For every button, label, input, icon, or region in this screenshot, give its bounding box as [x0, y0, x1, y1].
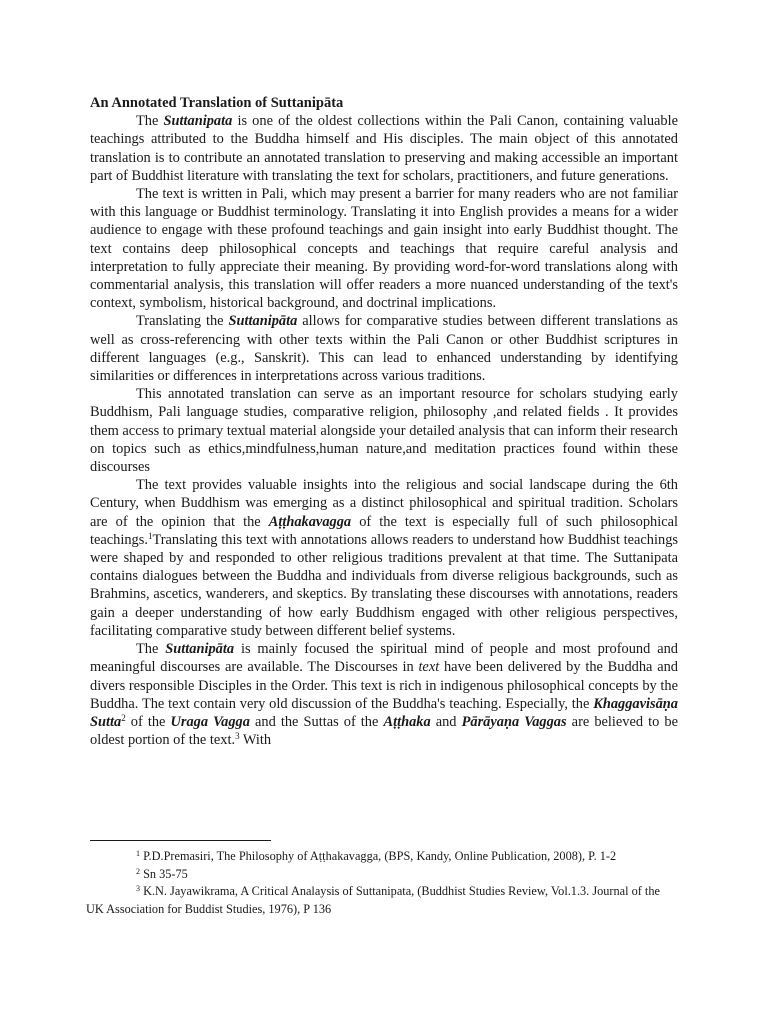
text-run: Translating this text with annotations allows readers to understand how Buddhist teachings were shaped by and responded to other religious traditions prevalent at that time. The Suttanipata contains dialogues between the Buddha and individuals from diverse religious backgrounds, such as Brahmins, ascetics, wanderers, and skeptics. By translating these discourses with annotations, readers gain a deeper understanding of how early Buddhism engaged with other religious perspectives, facilitating comparative study between different belief systems.: [90, 531, 678, 639]
footnote-text: P.D.Premasiri, The Philosophy of Aṭṭhakavagga, (BPS, Kandy, Online Publication, 2008), P. 1-2: [140, 849, 617, 863]
emphasized-term: Aṭṭhaka: [383, 713, 431, 730]
text-run: of the: [125, 713, 171, 730]
body-paragraph: [90, 476, 678, 640]
document-title: An Annotated Translation of Suttanipāta: [90, 95, 344, 111]
text-run: The: [136, 641, 166, 658]
text-run: This annotated translation can serve as an important resource for scholars studying early Buddhism, Pali language studies, comparative religion, philosophy ,and related fields . It provides them access to primary textual material alongside your detailed analysis that can inform their research on topics such as ethics,mindfulness,human nature,and meditation practices found within these discourses: [90, 386, 678, 476]
footnote-text: Sn 35-75: [140, 866, 188, 881]
italic-term: text: [418, 659, 440, 676]
footnote-number: 2: [136, 866, 140, 876]
footnote-marker: 2: [121, 712, 126, 723]
footnote-text: K.N. Jayawikrama, A Critical Analaysis of Suttanipata, (Buddhist Studies Review, Vol.1.3. Journal of the UK Association for Buddist Studies, 1976), P 136: [86, 884, 660, 916]
footnote-number: 3: [136, 884, 140, 893]
emphasized-term: Aṭṭhakavagga: [268, 513, 352, 530]
text-run: and the Suttas of the: [249, 713, 384, 730]
body-paragraph: [90, 185, 678, 312]
text-run: The text provides valuable insights into the religious and social landscape during the 6th Century, when Buddhism was emerging as a distinct philosophical and spiritual tradition. Scholars are of the opinion that the: [90, 477, 678, 530]
footnote: [86, 848, 680, 866]
text-run: is one of the oldest collections within the Pali Canon, containing valuable teachings attributed to the Buddha himself and His disciples. The main object of this annotated translation is to contribute an annotated translation to preserving and making accessible an important part of Buddhist literature with translating the text for scholars, practitioners, and future generations.: [90, 113, 678, 184]
body-paragraph: [90, 112, 678, 185]
emphasized-term: Uraga Vagga: [170, 713, 250, 730]
emphasized-term: Suttanipāta: [228, 313, 298, 330]
text-run: have been delivered by the Buddha and divers responsible Disciples in the Order. This text is rich in indigenous philosophical concepts by the Buddha. The text contain very old discussion of the Buddha's teaching. Especially, the: [90, 659, 678, 712]
text-run: and: [430, 713, 462, 730]
document-body: [90, 94, 678, 749]
footnote: [86, 883, 680, 918]
emphasized-term: Suttanipata: [163, 113, 233, 130]
footnote-marker: 3: [235, 731, 240, 742]
footnote-marker: 1: [147, 530, 153, 541]
footnote-number: 1: [136, 849, 140, 858]
text-run: are believed to be oldest portion of the text.: [90, 713, 678, 749]
body-paragraph: [90, 640, 678, 749]
text-run: of the text is especially full of such philosophical teachings.: [90, 513, 678, 548]
text-run: The: [136, 113, 164, 130]
body-paragraph: [90, 385, 678, 476]
text-run: Translating the: [136, 313, 229, 330]
emphasized-term: Suttanipāta: [165, 641, 235, 658]
footnote-list: [86, 848, 680, 918]
text-run: With: [239, 732, 272, 749]
text-run: The text is written in Pali, which may present a barrier for many readers who are not familiar with this language or Buddhist terminology. Translating it into English provides a means for a wider audience to engage with these profound teachings and gain insight into early Buddhist thought. The text contains deep philosophical concepts and teachings that require careful analysis and interpretation to fully appreciate their meaning. By providing word-for-word translations along with commentarial analysis, this translation will offer readers a more nuanced understanding of the text's context, symbolism, historical background, and doctrinal implications.: [90, 186, 678, 312]
footnote: [86, 866, 680, 884]
paragraph-list: [90, 112, 678, 749]
footnote-divider: [90, 840, 271, 841]
text-run: allows for comparative studies between different translations as well as cross-referencing with other texts within the Pali Canon or other Buddhist scriptures in different languages (e.g., Sanskrit). This can lead to enhanced understanding by identifying similarities or differences in interpretations across various traditions.: [90, 313, 678, 385]
text-run: is mainly focused the spiritual mind of people and most profound and meaningful discourses are available. The Discourses in: [90, 641, 678, 676]
emphasized-term: Khaggavisāṇa Sutta: [90, 695, 678, 730]
body-paragraph: [90, 312, 678, 385]
emphasized-term: Pārāyaṇa Vaggas: [461, 713, 567, 730]
